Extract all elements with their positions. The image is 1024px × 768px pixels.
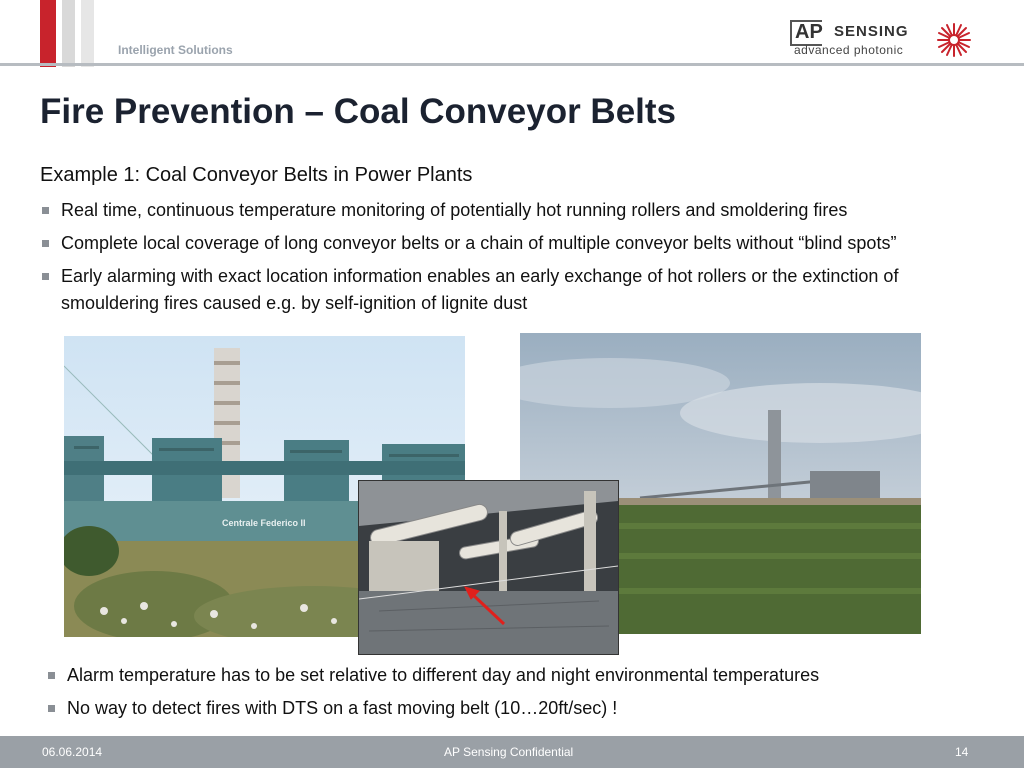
logo-subtitle: advanced photonic — [794, 43, 904, 57]
footer-confidential: AP Sensing Confidential — [444, 745, 574, 759]
header-tagline: Intelligent Solutions — [118, 43, 233, 57]
bullet-text: Early alarming with exact location information enables an early exchange of hot rollers or the extinction of smouldering fires caused e.g. by self-ignition of lignite dust — [61, 266, 899, 313]
bullet-text: Alarm temperature has to be set relative to different day and night environmental temperatures — [67, 665, 820, 685]
bullet-text: Real time, continuous temperature monitoring of potentially hot running rollers and smoldering fires — [61, 200, 848, 220]
bullet-item — [42, 197, 962, 224]
laser-star-icon — [936, 22, 972, 58]
top-bullet-list — [42, 197, 962, 323]
accent-bar-gray-1 — [62, 0, 75, 67]
footer-page-number: 14 — [955, 745, 969, 759]
header-rule — [0, 63, 1024, 66]
bullet-text: No way to detect fires with DTS on a fast moving belt (10…20ft/sec) ! — [67, 698, 618, 718]
bullet-text: Complete local coverage of long conveyor belts or a chain of multiple conveyor belts without “blind spots” — [61, 233, 897, 253]
plant-sign: Centrale Federico II — [222, 518, 306, 528]
logo-ap-text: AP — [795, 21, 823, 43]
accent-bar-red — [40, 0, 56, 67]
bullet-item — [42, 263, 962, 317]
slide-footer — [0, 736, 1024, 768]
bullet-item — [42, 230, 962, 257]
bullet-square-icon — [42, 240, 49, 247]
footer-date: 06.06.2014 — [42, 745, 103, 759]
bullet-item — [48, 695, 968, 722]
company-logo — [790, 18, 980, 62]
slide-subtitle: Example 1: Coal Conveyor Belts in Power Plants — [40, 164, 473, 186]
slide-title: Fire Prevention – Coal Conveyor Belts — [40, 92, 677, 131]
bullet-square-icon — [42, 273, 49, 280]
bullet-item — [48, 662, 968, 689]
conveyor-roller-photo — [358, 480, 619, 655]
bullet-square-icon — [48, 705, 55, 712]
bullet-square-icon — [48, 672, 55, 679]
bullet-square-icon — [42, 207, 49, 214]
logo-sensing-text: SENSING — [834, 23, 909, 40]
bottom-bullet-list — [48, 662, 968, 728]
accent-bar-gray-2 — [81, 0, 94, 67]
